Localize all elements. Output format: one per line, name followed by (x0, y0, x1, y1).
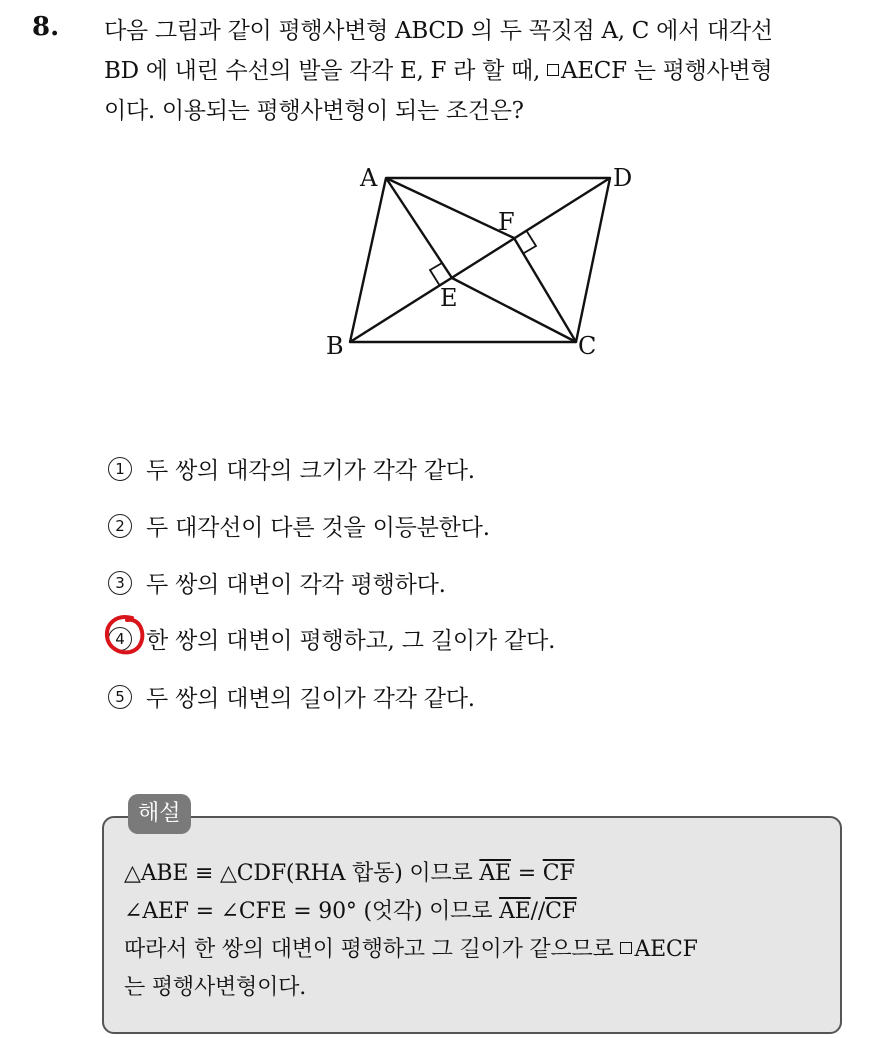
question-line-1: 다음 그림과 같이 평행사변형 ABCD 의 두 꼭짓점 A, C 에서 대각선 (104, 18, 773, 44)
label-c: C (578, 332, 597, 360)
question-line-2-part-2: AECF 는 평행사변형 (560, 58, 773, 84)
right-angle-mark-f (524, 230, 536, 253)
solution-line-4: 는 평행사변형이다. (124, 975, 307, 1000)
question-number: 8. (32, 12, 60, 42)
label-b: B (326, 332, 344, 360)
parallelogram-figure (300, 150, 660, 380)
segment-ae-overline-2: $\overline{AE}$ (499, 899, 531, 924)
solution-box (102, 816, 842, 1034)
choice-1-number: 1 (108, 457, 132, 481)
choice-4-number: 4 (108, 627, 132, 651)
choice-2[interactable] (108, 509, 490, 542)
choice-5[interactable] (108, 680, 475, 713)
answer-circle-mark-icon (102, 612, 148, 658)
choice-5-number: 5 (108, 685, 132, 709)
choice-2-number: 2 (108, 514, 132, 538)
choice-3-number: 3 (108, 571, 132, 595)
label-e: E (440, 284, 458, 312)
diagonal-bd (350, 178, 610, 342)
choice-4[interactable] (108, 622, 555, 655)
segment-cf-overline: $\overline{CF}$ (542, 861, 575, 886)
segment-ae-overline: $\overline{AE}$ (479, 861, 511, 886)
question-line-2-part-1: BD 에 내린 수선의 발을 각각 E, F 라 할 때, (104, 58, 540, 84)
right-angle-mark-e (430, 263, 442, 286)
question-line-3: 이다. 이용되는 평행사변형이 되는 조건은? (104, 98, 524, 124)
choice-1[interactable] (108, 452, 475, 485)
label-f: F (498, 208, 515, 236)
choice-1-text: 두 쌍의 대각의 크기가 각각 같다. (146, 458, 475, 484)
choice-2-text: 두 대각선이 다른 것을 이등분한다. (146, 515, 490, 541)
segment-cf-overline-2: $\overline{CF}$ (545, 899, 577, 924)
equals-sign: = (510, 861, 543, 886)
solution-line-3-aecf: AECF (634, 937, 698, 962)
label-d: D (613, 164, 633, 192)
solution-tag: 해설 (128, 794, 191, 834)
question-line-2 (104, 52, 772, 85)
choice-5-text: 두 쌍의 대변의 길이가 각각 같다. (146, 686, 475, 712)
solution-line-3 (124, 932, 698, 963)
solution-line-3-text: 따라서 한 쌍의 대변이 평행하고 그 길이가 같으므로 (124, 937, 614, 962)
choice-3[interactable] (108, 566, 446, 599)
solution-line-1 (124, 856, 574, 887)
choice-3-text: 두 쌍의 대변이 각각 평행하다. (146, 572, 446, 598)
label-a: A (360, 164, 378, 192)
square-symbol-icon (547, 64, 559, 76)
choice-4-text: 한 쌍의 대변이 평행하고, 그 길이가 같다. (146, 628, 556, 654)
parallel-sign: // (530, 899, 546, 924)
square-symbol-icon-2 (620, 942, 632, 954)
solution-line-2 (124, 894, 577, 925)
solution-line-1-text: △ABE ≡ △CDF(RHA 합동) 이므로 (124, 861, 480, 886)
solution-line-2-text: ∠AEF = ∠CFE = 90° (엇각) 이므로 (124, 899, 500, 924)
